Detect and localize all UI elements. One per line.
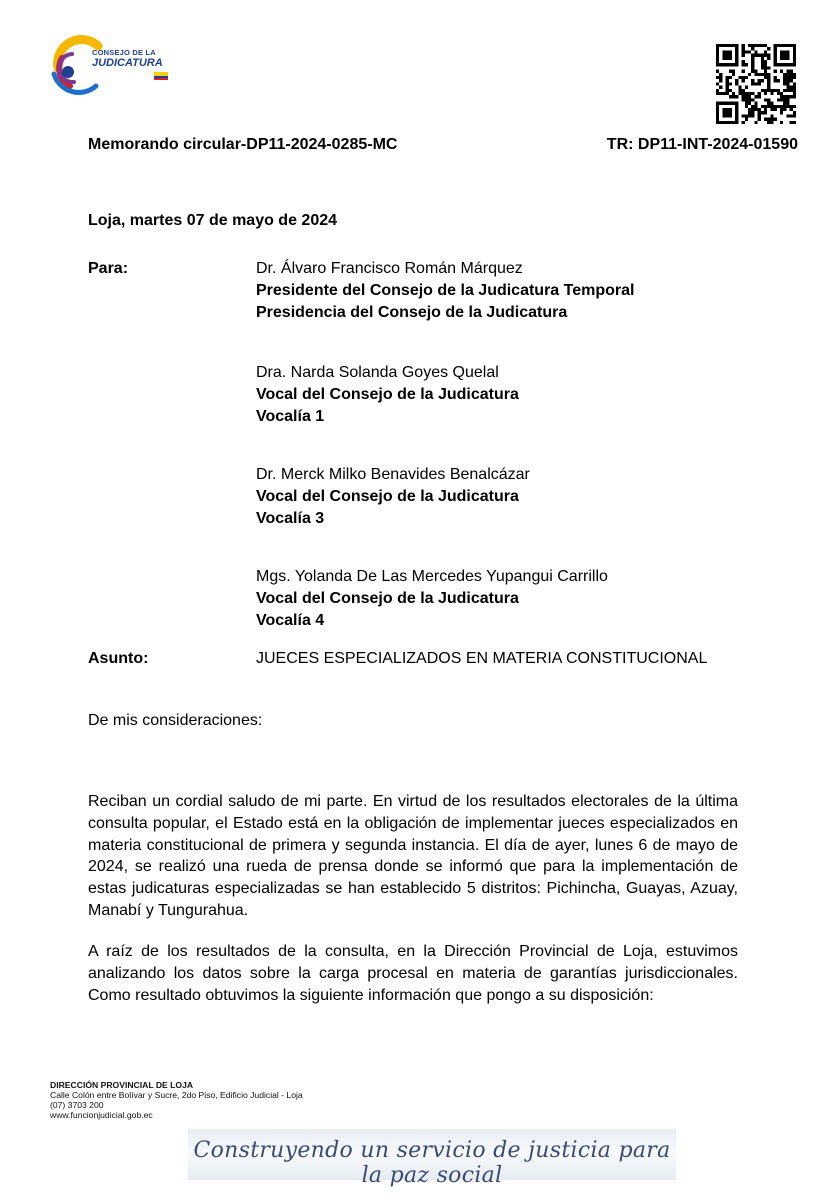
slogan-banner [188,1129,676,1188]
recipient-name: Dr. Merck Milko Benavides Benalcázar [256,466,530,483]
slogan-text: Construyendo un servicio de justicia para la paz social [193,1138,671,1188]
recipient-title: Vocal del Consejo de la Judicatura [256,386,519,403]
footer-phone: (07) 3703 200 [50,1100,104,1110]
consejo-judicatura-logo [48,28,173,98]
subject-text: JUECES ESPECIALIZADOS EN MATERIA CONSTITUCIONAL [256,650,708,667]
memo-number: Memorando circular-DP11-2024-0285-MC [88,136,398,153]
greeting: De mis consideraciones: [88,712,263,729]
tr-number: TR: DP11-INT-2024-01590 [606,136,798,153]
recipient-office: Vocalía 4 [256,612,325,629]
recipient-name: Mgs. Yolanda De Las Mercedes Yupangui Carrillo [256,568,608,585]
footer-address: Calle Colón entre Bolívar y Sucre, 2do Piso, Edificio Judicial - Loja [50,1090,303,1100]
body-paragraph-2: A raíz de los resultados de la consulta, en la Dirección Provincial de Loja, estuvimos analizando los datos sobre la carga procesal en materia de garantías jurisdiccionales. Como resultado obtuvimos la siguiente información que pongo a su disposición: [88,943,738,1004]
recipient-title: Presidente del Consejo de la Judicatura Temporal [256,282,635,299]
recipient-office: Vocalía 3 [256,510,325,527]
footer-org: DIRECCIÓN PROVINCIAL DE LOJA [50,1080,194,1090]
para-label: Para: [88,260,129,277]
body-paragraph-1: Reciban un cordial saludo de mi parte. En virtud de los resultados electorales de la última consulta popular, el Estado está en la obligación de implementar jueces especializados en materia constitucional de primera y segunda instancia. El día de ayer, lunes 6 de mayo de 2024, se realizó una rueda de prensa donde se informó que para la implementación de estas judicaturas especializadas se han establecido 5 distritos: Pichincha, Guayas, Azuay, Manabí y Tungurahua. [88,793,738,919]
logo-text-line1: CONSEJO DE LA [92,48,156,57]
recipient-block [256,362,519,428]
subject-label: Asunto: [88,650,149,667]
recipient-name: Dr. Álvaro Francisco Román Márquez [256,260,523,277]
recipient-office: Presidencia del Consejo de la Judicatura [256,304,568,321]
qr-code-icon [716,44,796,124]
footer-contact [50,1080,303,1120]
logo-wordmark [92,48,163,69]
recipient-title: Vocal del Consejo de la Judicatura [256,488,519,505]
logo-text-line2: JUDICATURA [92,57,163,69]
recipient-block [256,566,608,632]
recipient-name: Dra. Narda Solanda Goyes Quelal [256,364,499,381]
date-line: Loja, martes 07 de mayo de 2024 [88,212,338,229]
recipient-office: Vocalía 1 [256,408,325,425]
recipient-block [256,464,530,530]
recipient-block [256,258,634,324]
footer-web: www.funcionjudicial.gob.ec [50,1110,153,1120]
recipient-title: Vocal del Consejo de la Judicatura [256,590,519,607]
ecuador-flag-icon [154,72,168,80]
